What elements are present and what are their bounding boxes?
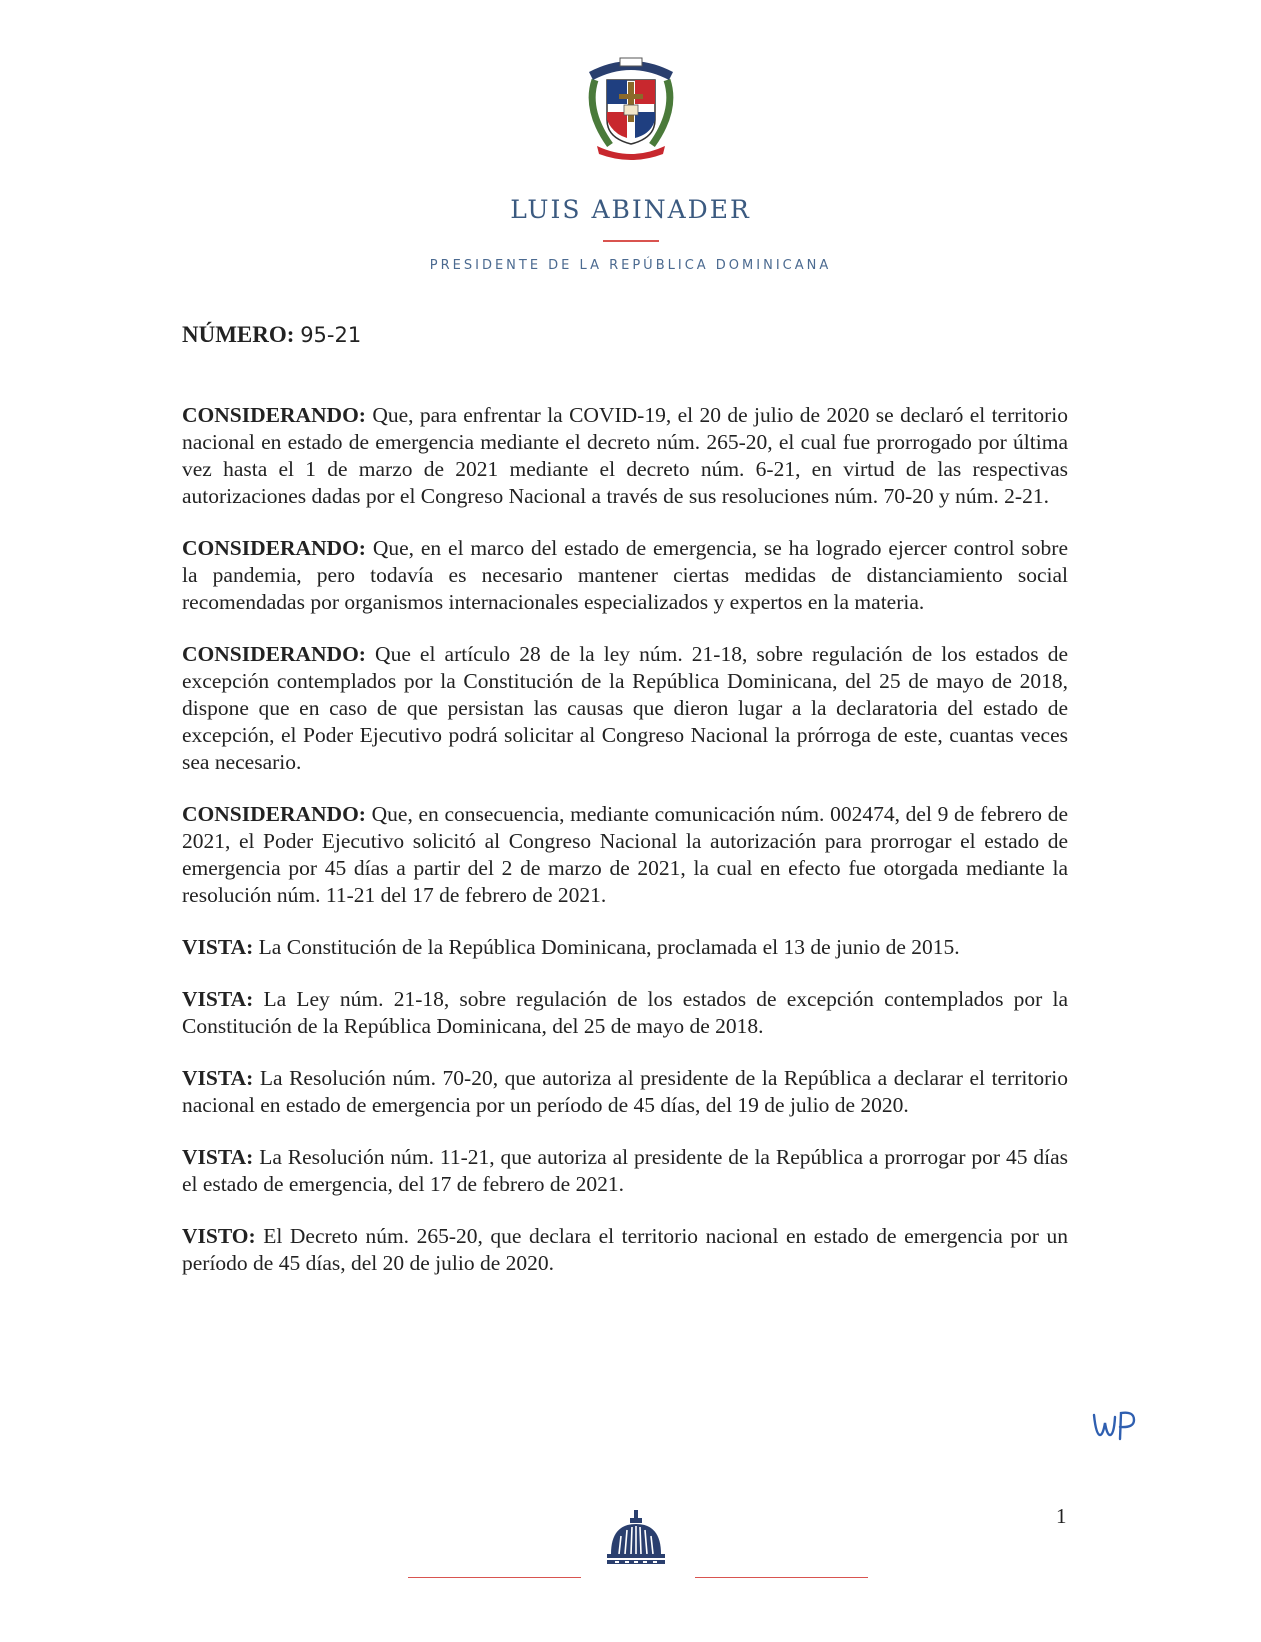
- paragraph-label: VISTA:: [182, 1145, 254, 1169]
- paragraph-label: VISTA:: [182, 935, 254, 959]
- dominican-coat-of-arms-icon: [575, 50, 687, 162]
- footer-divider-left: [408, 1577, 581, 1578]
- paragraph-text: La Constitución de la República Dominicana, proclamada el 13 de junio de 2015.: [258, 935, 960, 959]
- paragraph-label: VISTA:: [182, 987, 254, 1011]
- paragraph: [182, 1065, 1068, 1119]
- paragraph-text: Que, en consecuencia, mediante comunicación núm. 002474, del 9 de febrero de 2021, el Poder Ejecutivo solicitó al Congreso Nacional la autorización para prorrogar el estado de emergencia por 45 días a partir del 2 de marzo de 2021, la cual en efecto fue otorgada mediante la resolución núm. 11-21 del 17 de febrero de 2021.: [182, 802, 1068, 907]
- author-name: LUIS ABINADER: [510, 195, 751, 224]
- footer-divider-right: [695, 1577, 868, 1578]
- national-palace-dome-icon: [603, 1508, 669, 1570]
- paragraph-text: Que, para enfrentar la COVID-19, el 20 de julio de 2020 se declaró el territorio nacional en estado de emergencia mediante el decreto núm. 265-20, el cual fue prorrogado por última vez hasta el 1 de marzo de 2021 mediante el decreto núm. 6-21, en virtud de las respectivas autorizaciones dadas por el Congreso Nacional a través de sus resoluciones núm. 70-20 y núm. 2-21.: [182, 403, 1069, 508]
- paragraph-text: La Ley núm. 21-18, sobre regulación de los estados de excepción contemplados por la Constitución de la República Dominicana, del 25 de mayo de 2018.: [182, 987, 1069, 1038]
- paragraph-text: Que, en el marco del estado de emergencia, se ha logrado ejercer control sobre la pandemia, pero todavía es necesario mantener ciertas medidas de distanciamiento social recomendadas por organismos internacionales especializados y expertos en la materia.: [182, 536, 1069, 614]
- decree-number-label: NÚMERO:: [182, 322, 295, 347]
- paragraph-label: CONSIDERANDO:: [182, 403, 366, 427]
- paragraph-label: VISTA:: [182, 1066, 254, 1090]
- page-number: 1: [1056, 1504, 1067, 1528]
- paragraph-label: VISTO:: [182, 1224, 256, 1248]
- paragraph: [182, 934, 1068, 961]
- paragraph-text: Que el artículo 28 de la ley núm. 21-18, sobre regulación de los estados de excepción contemplados por la Constitución de la República Dominicana, del 25 de mayo de 2018, dispone que en caso de que persistan las causas que dieron lugar a la declaratoria del estado de excepción, el Poder Ejecutivo podrá solicitar al Congreso Nacional la prórroga de este, cuantas veces sea necesario.: [182, 642, 1069, 774]
- header-divider: [603, 240, 659, 242]
- paragraph-label: CONSIDERANDO:: [182, 536, 366, 560]
- paragraph: [182, 1223, 1068, 1277]
- paragraph: [182, 535, 1068, 616]
- paragraph-label: CONSIDERANDO:: [182, 642, 366, 666]
- decree-number: [182, 322, 361, 348]
- paragraph-text: La Resolución núm. 11-21, que autoriza al presidente de la República a prorrogar por 45 días el estado de emergencia, del 17 de febrero de 2021.: [182, 1145, 1069, 1196]
- paragraph: [182, 1144, 1068, 1198]
- paragraph: [182, 801, 1068, 909]
- paragraph-text: El Decreto núm. 265-20, que declara el territorio nacional en estado de emergencia por un período de 45 días, del 20 de julio de 2020.: [182, 1224, 1069, 1275]
- handwritten-initials: [1090, 1405, 1140, 1443]
- decree-number-value: 95-21: [300, 323, 362, 347]
- paragraph-text: La Resolución núm. 70-20, que autoriza al presidente de la República a declarar el territorio nacional en estado de emergencia por un período de 45 días, del 19 de julio de 2020.: [182, 1066, 1069, 1117]
- decree-body: [182, 402, 1068, 1302]
- paragraph-label: CONSIDERANDO:: [182, 802, 366, 826]
- author-title: PRESIDENTE DE LA REPÚBLICA DOMINICANA: [429, 258, 832, 273]
- paragraph: [182, 641, 1068, 776]
- paragraph: [182, 986, 1068, 1040]
- paragraph: [182, 402, 1068, 510]
